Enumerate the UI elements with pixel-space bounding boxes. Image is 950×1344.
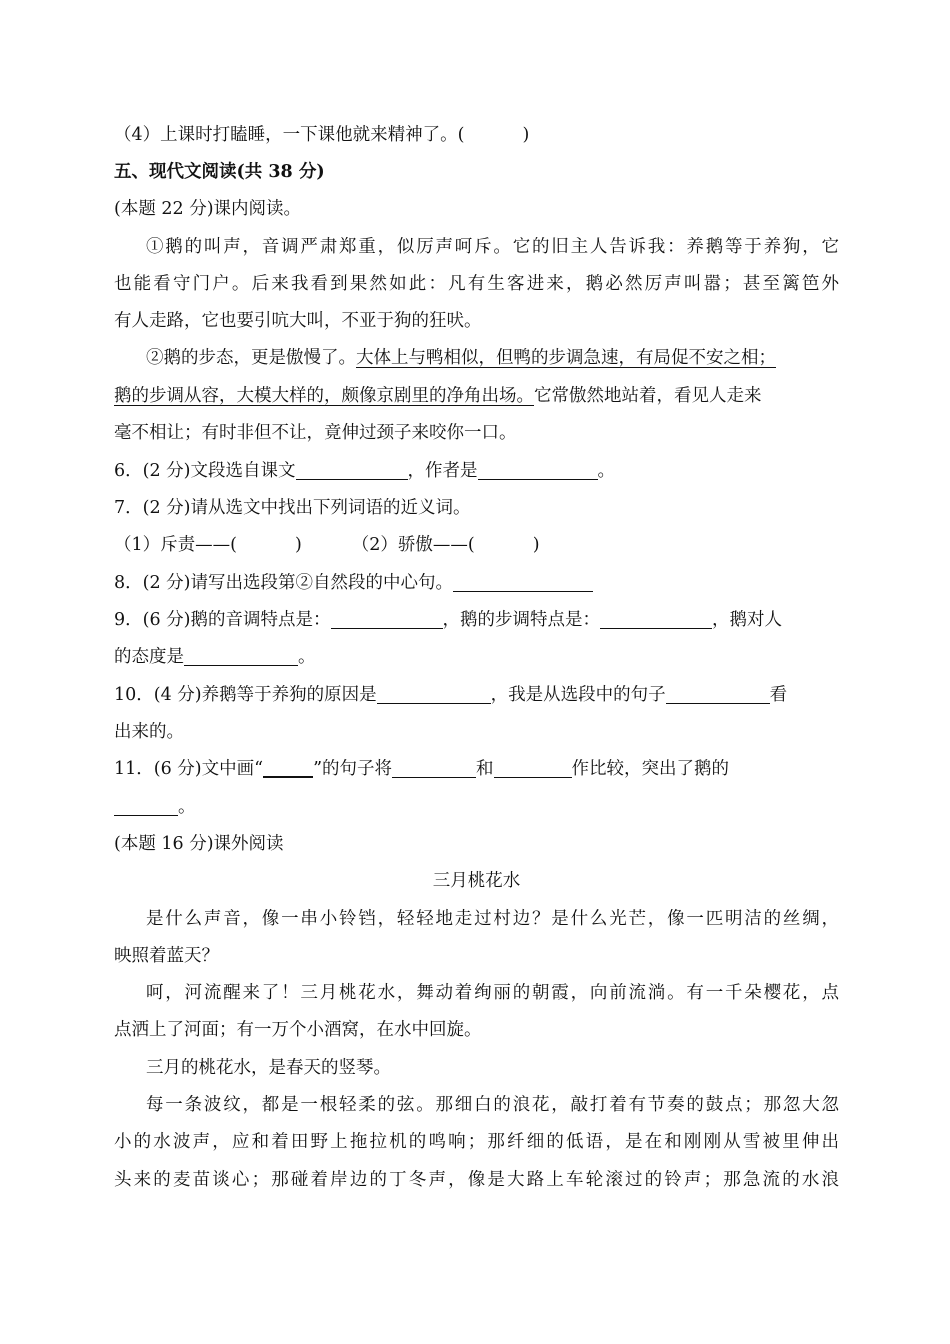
passage2-line: 鹅的步调从容，大模大样的，颇像京剧里的净角出场。它常傲然地站着，看见人走来 (114, 386, 762, 406)
part1-intro: (本题 22 分)课内阅读。 (114, 199, 302, 219)
passage1-line: 也能看守门户。后来我看到果然如此：凡有生客进来，鹅必然厉声叫嚣；甚至篱笆外 (114, 274, 839, 294)
passage1-line: ①鹅的叫声，音调严肃郑重，似厉声呵斥。它的旧主人告诉我：养鹅等于养狗，它 (146, 237, 839, 257)
article-line: 三月的桃花水，是春天的竖琴。 (146, 1058, 391, 1078)
answer-blank[interactable] (377, 685, 491, 704)
article-title: 三月桃花水 (432, 871, 521, 891)
question-11-cont: 。 (114, 795, 839, 819)
answer-blank[interactable] (184, 647, 298, 666)
passage2-line: 毫不相让；有时非但不让，竟伸过颈子来咬你一口。 (114, 423, 517, 443)
answer-blank[interactable] (331, 610, 443, 629)
question-10: 10．(4 分)养鹅等于养狗的原因是 ，我是从选段中的句子 看 (114, 685, 788, 705)
question-4-item: （4）上课时打瞌睡，一下课他就来精神了。( ) (114, 125, 530, 145)
article-line: 头来的麦苗谈心；那碰着岸边的丁冬声，像是大路上车轮滚过的铃声；那急流的水浪 (114, 1170, 839, 1190)
underline-sample (263, 760, 313, 778)
question-7: 7．(2 分)请从选文中找出下列词语的近义词。 (114, 498, 471, 518)
question-9-cont: 的态度是 。 (114, 647, 316, 667)
passage1-line: 有人走路，它也要引吭大叫，不亚于狗的狂吠。 (114, 311, 482, 331)
answer-blank[interactable] (478, 461, 598, 480)
article-line: 小的水波声，应和着田野上拖拉机的鸣响；那纤细的低语，是在和刚刚从雪被里伸出 (114, 1132, 839, 1152)
question-9: 9．(6 分)鹅的音调特点是： ，鹅的步调特点是： ，鹅对人 (114, 610, 782, 630)
answer-blank[interactable] (296, 461, 408, 480)
answer-blank[interactable] (453, 573, 593, 592)
underlined-sentence: 大体上与鸭相似，但鸭的步调急速，有局促不安之相； (356, 348, 776, 368)
answer-blank[interactable] (392, 759, 476, 778)
underlined-sentence: 鹅的步调从容，大模大样的，颇像京剧里的净角出场。 (114, 386, 534, 406)
answer-blank[interactable] (494, 759, 572, 778)
answer-blank[interactable] (114, 797, 178, 816)
answer-blank[interactable] (666, 685, 770, 704)
question-6: 6．(2 分)文段选自课文 ，作者是 。 (114, 461, 615, 481)
article-line: 映照着蓝天？ (114, 946, 219, 966)
part2-intro: (本题 16 分)课外阅读 (114, 834, 284, 854)
answer-blank[interactable] (600, 610, 712, 629)
question-11: 11．(6 分)文中画“ ”的句子将 和 作比较，突出了鹅的 (114, 759, 730, 779)
question-7-items: （1）斥责——( ) （2）骄傲——( ) (114, 535, 540, 555)
section-title: 五、现代文阅读(共 38 分) (114, 162, 325, 182)
question-10-cont: 出来的。 (114, 722, 184, 742)
article-line: 点洒上了河面；有一万个小酒窝，在水中回旋。 (114, 1020, 482, 1040)
article-line: 是什么声音，像一串小铃铛，轻轻地走过村边？是什么光芒，像一匹明洁的丝绸， (146, 909, 839, 929)
question-8: 8．(2 分)请写出选段第②自然段的中心句。 (114, 571, 839, 595)
article-line: 每一条波纹，都是一根轻柔的弦。那细白的浪花，敲打着有节奏的鼓点；那忽大忽 (146, 1095, 839, 1115)
passage2-line: ②鹅的步态，更是傲慢了。大体上与鸭相似，但鸭的步调急速，有局促不安之相； (146, 348, 776, 368)
article-line: 呵，河流醒来了！三月桃花水，舞动着绚丽的朝霞，向前流淌。有一千朵樱花，点 (146, 983, 839, 1003)
